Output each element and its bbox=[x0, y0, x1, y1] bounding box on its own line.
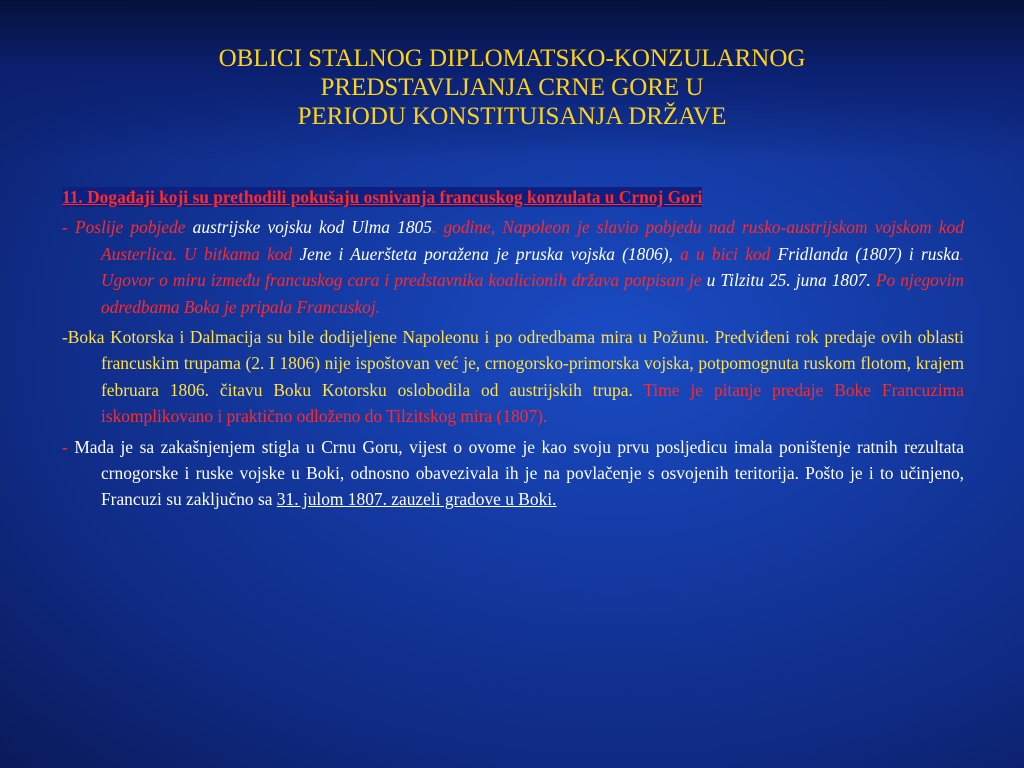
paragraph-2 bbox=[62, 324, 964, 430]
p3-segment-1: - bbox=[62, 436, 75, 457]
slide-content bbox=[62, 184, 964, 517]
p1-segment-4: Jene i Aueršteta poražena je pruska vojska (1806), bbox=[299, 243, 681, 264]
p3-link-date[interactable]: 31. julom 1807. zauzeli gradove u Boki. bbox=[276, 489, 557, 510]
p1-segment-9: Po njegovim odredbama Boka je pripala Francuskoj. bbox=[101, 270, 964, 317]
p2-segment-1: -Boka Kotorska i Dalmacija su bile dodijeljene Napoleonu i po odredbama mira u Požunu. Predviđeni rok predaje ovih oblasti francuskim trupama (2. I 1806) nije ispoštovan već je, crnogorsko-primorska vojska, potpomognuta ruskom flotom, krajem februara 1806. čitavu Boku Kotorsku oslobodila od austrijskih trupa. bbox=[62, 327, 964, 400]
p2-segment-2: Time je pitanje predaje Boke Francuzima iskomplikovano i praktično odloženo do Tilzitskog mira (1807). bbox=[101, 379, 964, 427]
section-heading-wrap bbox=[62, 184, 964, 210]
p1-segment-3: . godine, Napoleon je slavio pobjedu nad rusko-austrijskom vojskom kod Austerlica. U bitkama kod bbox=[101, 217, 964, 264]
p1-segment-7: . Ugovor o miru između francuskog cara i predstavnika koalicionih država potpisan je bbox=[101, 243, 964, 291]
title-line-3: PERIODU KONSTITUISANJA DRŽAVE bbox=[297, 103, 727, 130]
p1-segment-5: a u bici kod bbox=[680, 243, 778, 264]
p1-segment-6: Fridlanda (1807) i ruska bbox=[777, 243, 960, 264]
section-heading: 11. Događaji koji su prethodili pokušaju osnivanja francuskog konzulata u Crnoj Gori bbox=[62, 187, 703, 207]
title-line-2: PREDSTAVLJANJA CRNE GORE U bbox=[320, 74, 704, 101]
p1-segment-2: austrijske vojsku kod Ulma 1805 bbox=[192, 217, 432, 238]
slide-title bbox=[60, 44, 964, 131]
p1-segment-1: - Poslije pobjede bbox=[62, 217, 193, 238]
paragraph-1 bbox=[62, 214, 964, 320]
paragraph-3 bbox=[62, 434, 964, 513]
title-line-1: OBLICI STALNOG DIPLOMATSKO-KONZULARNOG bbox=[218, 45, 806, 72]
p1-segment-8: u Tilzitu 25. juna 1807. bbox=[706, 270, 876, 291]
p3-segment-2: Mada je sa zakašnjenjem stigla u Crnu Goru, vijest o ovome je kao svoju prvu posljedicu imala poništenje ratnih rezultata crnogorske i ruske vojske u Boki, odnosno obavezivala ih je na povlačenje s osvojenih teritorija. Pošto je i to učinjeno, Francuzi su zaključno sa bbox=[74, 436, 965, 510]
